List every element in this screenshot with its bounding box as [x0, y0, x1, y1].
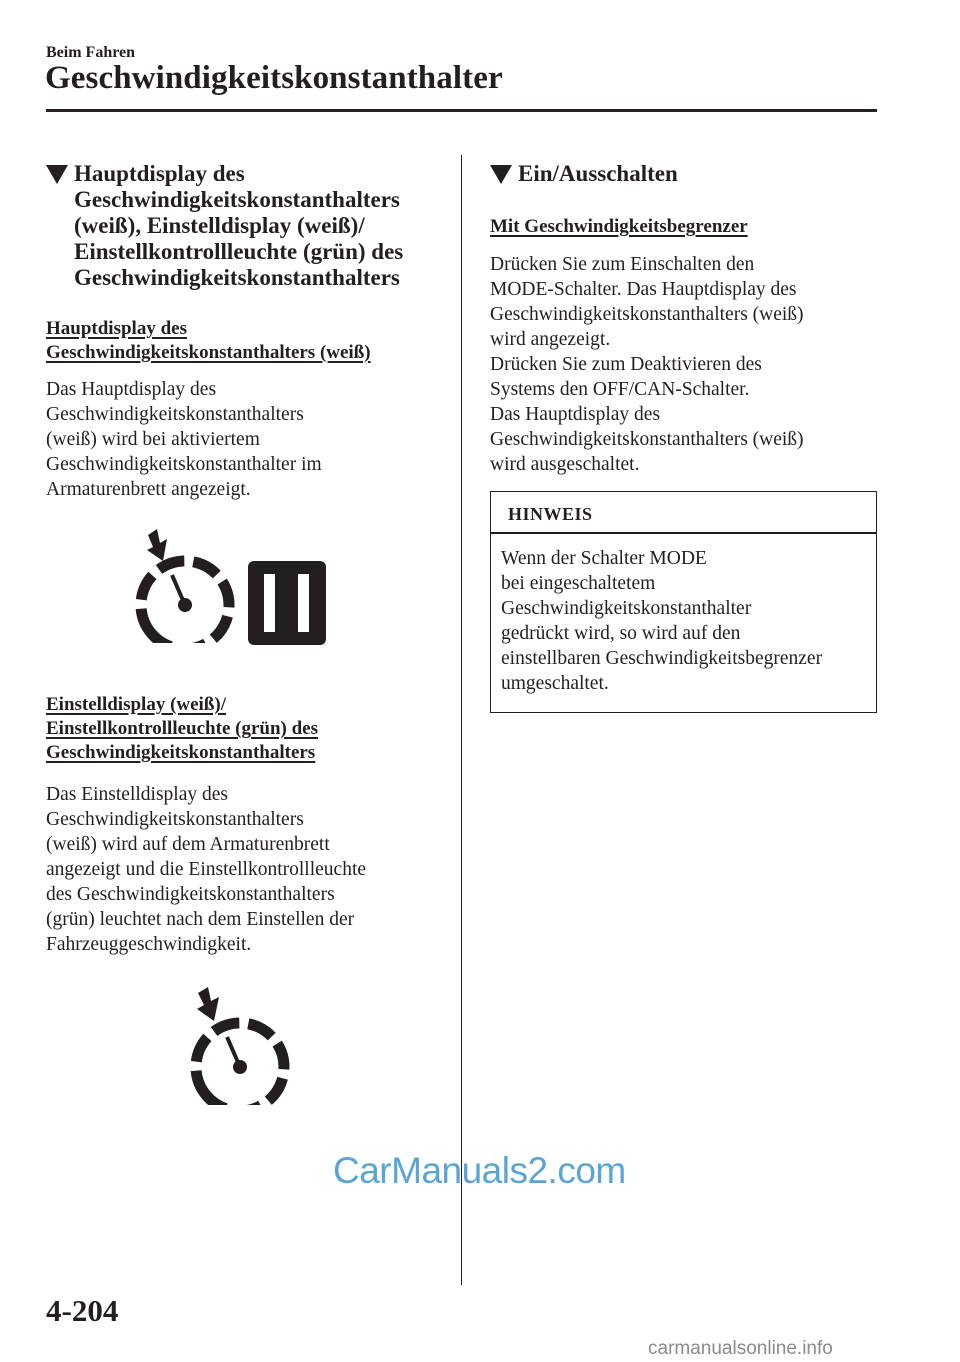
section-heading-displays-text: Hauptdisplay des Geschwindigkeitskonstanthalters (weiß), Einstelldisplay (weiß)/ Einstellkontrollleuchte (grün) des Geschwindigkeitskonstanthalters	[74, 161, 404, 290]
cruise-main-display-icon	[130, 527, 330, 652]
sub-heading-speed-limiter: Mit Geschwindigkeitsbegrenzer	[490, 216, 748, 237]
column-divider	[461, 155, 462, 1285]
cruise-set-indicator-icon	[180, 985, 300, 1115]
section-heading-on-off-text: Ein/Ausschalten	[518, 161, 678, 186]
triangle-bullet-icon	[490, 165, 512, 184]
section-heading-displays	[46, 161, 456, 291]
triangle-bullet-icon	[46, 165, 68, 184]
note-divider	[491, 532, 876, 534]
body-main-display: Das Hauptdisplay des Geschwindigkeitskonstanthalters (weiß) wird bei aktiviertem Geschwindigkeitskonstanthalter im Armaturenbrett angezeigt.	[46, 379, 322, 500]
note-box	[490, 491, 877, 713]
body-set-display: Das Einstelldisplay des Geschwindigkeitskonstanthalters (weiß) wird auf dem Armaturenbrett angezeigt und die Einstellkontrollleuchte des Geschwindigkeitskonstanthalters (grün) leuchtet nach dem Einstellen der Fahrzeuggeschwindigkeit.	[46, 784, 367, 955]
sub-heading-set-display: Einstelldisplay (weiß)/ Einstellkontrollleuchte (grün) des Geschwindigkeitskonstanthalters	[46, 694, 318, 763]
note-text: Wenn der Schalter MODE bei eingeschaltetem Geschwindigkeitskonstanthalter gedrückt wird, so wird auf den einstellbaren Geschwindigkeitsbegrenzer umgeschaltet.	[501, 548, 823, 694]
chapter-label: Beim Fahren	[46, 44, 136, 61]
section-heading-on-off	[490, 161, 870, 187]
watermark: CarManuals2.com	[333, 1150, 626, 1191]
watermark-bottom: carmanualsonline.info	[648, 1338, 833, 1359]
page-number: 4-204	[46, 1293, 119, 1328]
sub-heading-main-display: Hauptdisplay des Geschwindigkeitskonstanthalters (weiß)	[46, 318, 371, 363]
header-rule	[46, 109, 877, 112]
note-title: HINWEIS	[508, 504, 593, 524]
page-title: Geschwindigkeitskonstanthalter	[45, 60, 503, 96]
body-on-off: Drücken Sie zum Einschalten den MODE-Schalter. Das Hauptdisplay des Geschwindigkeitskonstanthalters (weiß) wird angezeigt. Drücken Sie zum Deaktivieren des Systems den OFF/CAN-Schalter. Das Hauptdisplay des Geschwindigkeitskonstanthalters (weiß) wird ausgeschaltet.	[490, 254, 804, 475]
